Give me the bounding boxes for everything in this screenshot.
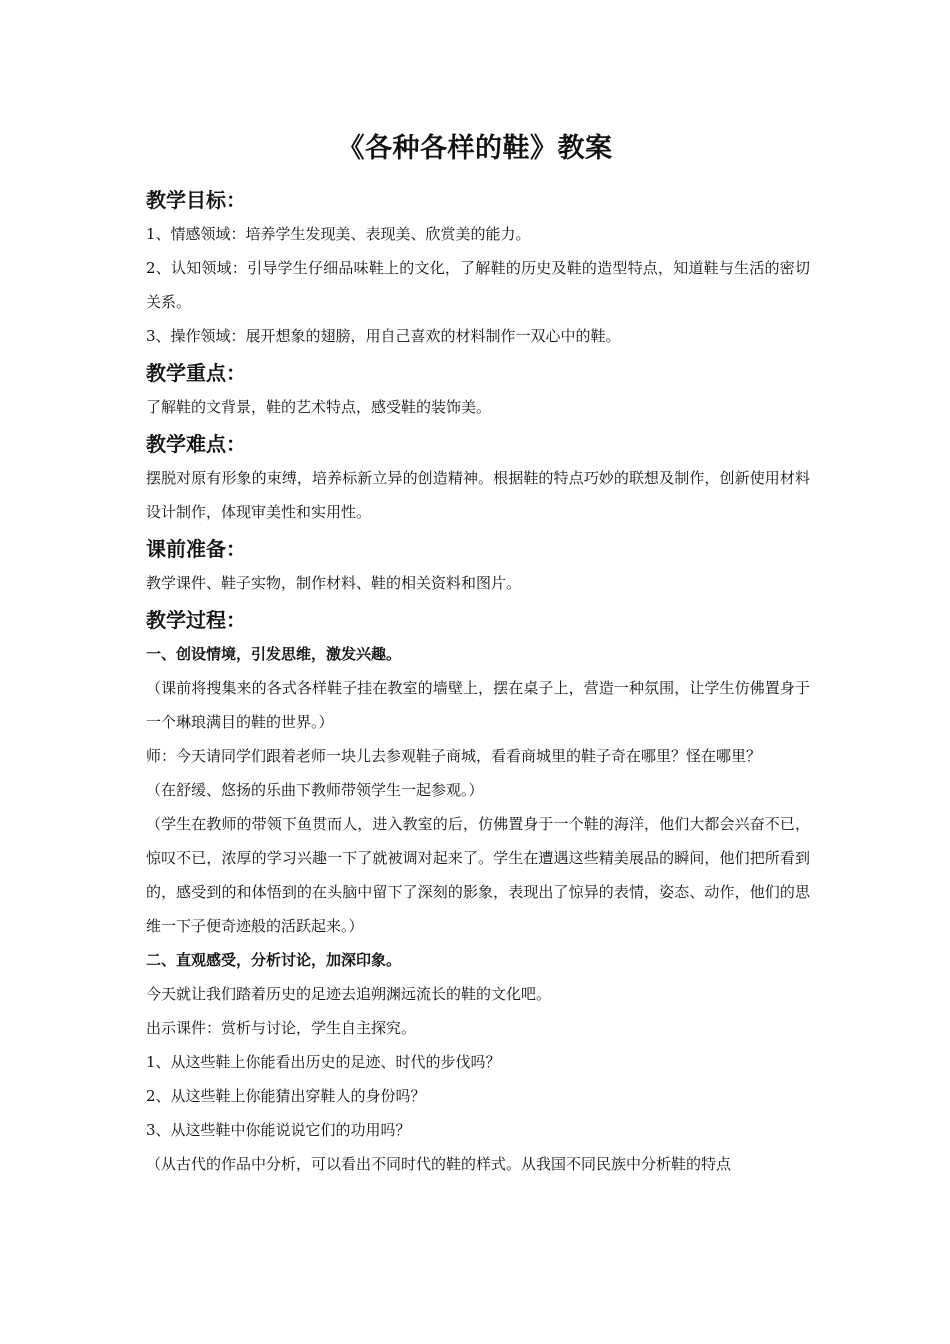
heading-preparation: 课前准备：: [146, 537, 246, 561]
heading-objectives: 教学目标：: [146, 188, 246, 212]
key-points-text: 了解鞋的文背景，鞋的艺术特点，感受鞋的装饰美。: [146, 398, 492, 416]
process-paragraph: （课前将搜集来的各式各样鞋子挂在教室的墙壁上，摆在桌子上，营造一种氛围，让学生仿佛置身于一个琳琅满目的鞋的世界。）: [146, 679, 810, 731]
difficulties-text: 摆脱对原有形象的束缚，培养标新立异的创造精神。根据鞋的特点巧妙的联想及制作，创新使用材料设计制作，体现审美性和实用性。: [146, 469, 810, 521]
process-paragraph: 今天就让我们踏着历史的足迹去追朔渊远流长的鞋的文化吧。: [146, 985, 552, 1003]
process-paragraph: 1、从这些鞋上你能看出历史的足迹、时代的步伐吗？: [146, 1053, 501, 1071]
objective-item: 1、情感领域：培养学生发现美、表现美、欣赏美的能力。: [146, 225, 531, 243]
process-paragraph: 3、从这些鞋中你能说说它们的功用吗？: [146, 1121, 411, 1139]
process-step-title: 一、创设情境，引发思维，激发兴趣。: [146, 645, 402, 663]
objective-item: 3、操作领域：展开想象的翅膀，用自己喜欢的材料制作一双心中的鞋。: [146, 327, 621, 345]
process-paragraph: （学生在教师的带领下鱼贯而人，进入教室的后，仿佛置身于一个鞋的海洋，他们大都会兴奋不已，惊叹不已，浓厚的学习兴趣一下了就被调对起来了。学生在遭遇这些精美展品的瞬间，他们把所看到的，感受到的和体悟到的在头脑中留下了深刻的影象，表现出了惊异的表情，姿态、动作，他们的思维一下子便奇迹般的活跃起来。）: [146, 815, 810, 935]
process-paragraph: （在舒缓、悠扬的乐曲下教师带领学生一起参观。）: [146, 781, 484, 799]
heading-process: 教学过程：: [146, 608, 246, 632]
heading-key-points: 教学重点：: [146, 361, 246, 385]
process-paragraph: 出示课件：赏析与讨论，学生自主探究。: [146, 1019, 417, 1037]
process-paragraph: 师：今天请同学们跟着老师一块儿去参观鞋子商城，看看商城里的鞋子奇在哪里？怪在哪里？: [146, 747, 762, 765]
process-step-title: 二、直观感受，分析讨论，加深印象。: [146, 951, 402, 969]
process-paragraph: （从古代的作品中分析，可以看出不同时代的鞋的样式。从我国不同民族中分析鞋的特点: [146, 1155, 732, 1173]
preparation-text: 教学课件、鞋子实物，制作材料、鞋的相关资料和图片。: [146, 574, 522, 592]
document-body: [146, 180, 810, 1181]
document-title: 《各种各样的鞋》教案: [337, 133, 613, 164]
objective-item: 2、认知领域：引导学生仔细品味鞋上的文化，了解鞋的历史及鞋的造型特点，知道鞋与生活的密切关系。: [146, 259, 810, 311]
heading-difficulties: 教学难点：: [146, 432, 246, 456]
process-paragraph: 2、从这些鞋上你能猜出穿鞋人的身份吗？: [146, 1087, 426, 1105]
